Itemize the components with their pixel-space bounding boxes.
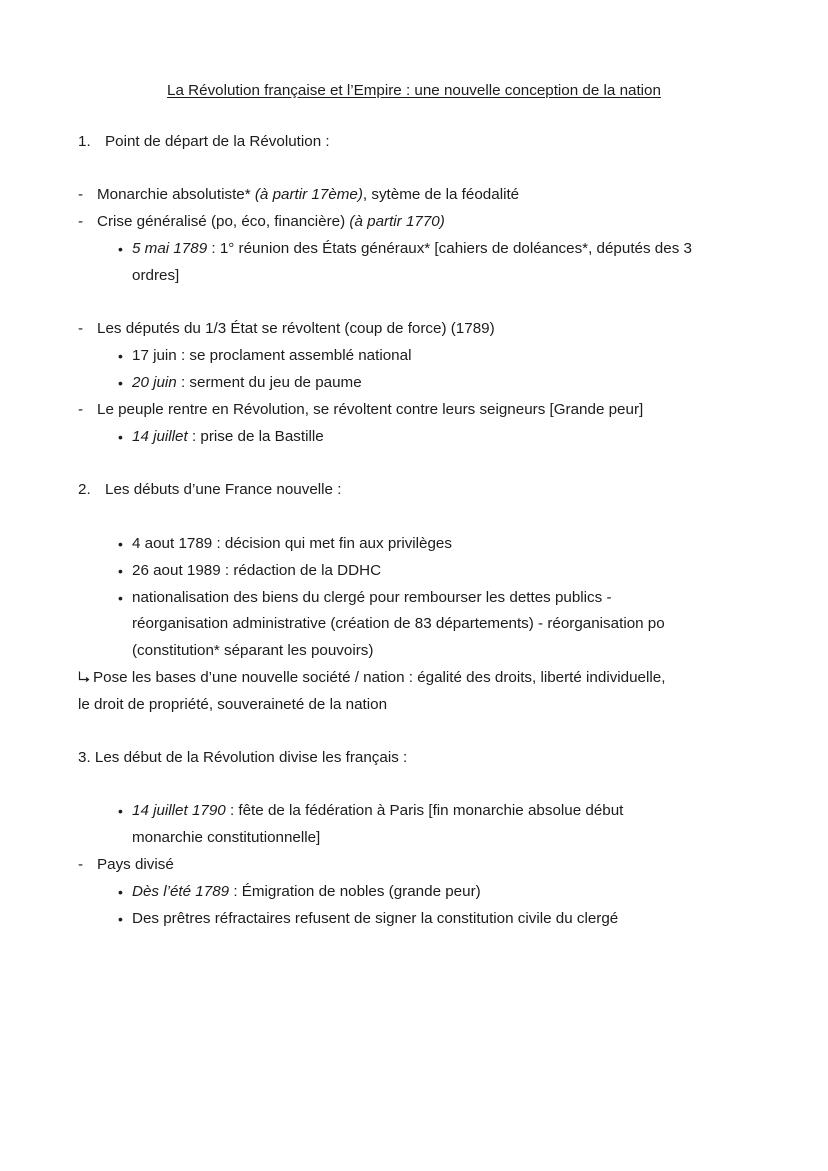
list-item: 17 juin : se proclament assemblé national xyxy=(132,347,412,364)
list-item: Les députés du 1/3 État se révoltent (coup de force) (1789) xyxy=(97,320,495,337)
list-item: Des prêtres réfractaires refusent de signer la constitution civile du clergé xyxy=(132,910,619,927)
consequence-continuation: le droit de propriété, souveraineté de la nation xyxy=(78,696,388,713)
list-item: Dès l’été 1789 : Émigration de nobles (grande peur) xyxy=(132,883,481,900)
dash-marker xyxy=(78,182,90,209)
section-2-number: 2. xyxy=(78,481,91,498)
list-item: nationalisation des biens du clergé pour rembourser les dettes publics - xyxy=(132,589,612,606)
list-item: 26 aout 1989 : rédaction de la DDHC xyxy=(132,562,382,579)
dash-marker xyxy=(78,397,90,424)
document-title: La Révolution française et l’Empire : une nouvelle conception de la nation xyxy=(167,82,661,99)
section-1-number: 1. xyxy=(78,133,91,150)
section-3-heading: 3. Les début de la Révolution divise les français : xyxy=(78,749,408,766)
down-right-arrow-icon xyxy=(78,666,90,678)
dash-marker xyxy=(78,316,90,343)
list-item-continuation: réorganisation administrative (création de 83 départements) - réorganisation po xyxy=(132,615,665,632)
dash-marker xyxy=(78,852,90,879)
list-item-continuation: (constitution* séparant les pouvoirs) xyxy=(132,642,374,659)
list-item: 20 juin : serment du jeu de paume xyxy=(132,374,362,391)
dash-marker xyxy=(78,209,90,236)
list-item: Pays divisé xyxy=(97,856,174,873)
list-item-continuation: monarchie constitutionnelle] xyxy=(132,829,321,846)
list-item: Crise généralisé (po, éco, financière) (à partir 1770) xyxy=(97,213,445,230)
consequence-line: Pose les bases d’une nouvelle société / nation : égalité des droits, liberté individuelle, xyxy=(78,665,665,692)
list-item: 5 mai 1789 : 1° réunion des États généraux* [cahiers de doléances*, députés des 3 xyxy=(132,240,692,257)
section-2-heading: Les débuts d’une France nouvelle : xyxy=(105,481,342,498)
list-item: 14 juillet 1790 : fête de la fédération à Paris [fin monarchie absolue début xyxy=(132,802,624,819)
list-item: 14 juillet : prise de la Bastille xyxy=(132,428,324,445)
section-1-heading: Point de départ de la Révolution : xyxy=(105,133,330,150)
list-item: Monarchie absolutiste* (à partir 17ème), sytème de la féodalité xyxy=(97,186,520,203)
list-item: 4 aout 1789 : décision qui met fin aux privilèges xyxy=(132,535,452,552)
list-item-continuation: ordres] xyxy=(132,267,180,284)
list-item: Le peuple rentre en Révolution, se révoltent contre leurs seigneurs [Grande peur] xyxy=(97,401,644,418)
